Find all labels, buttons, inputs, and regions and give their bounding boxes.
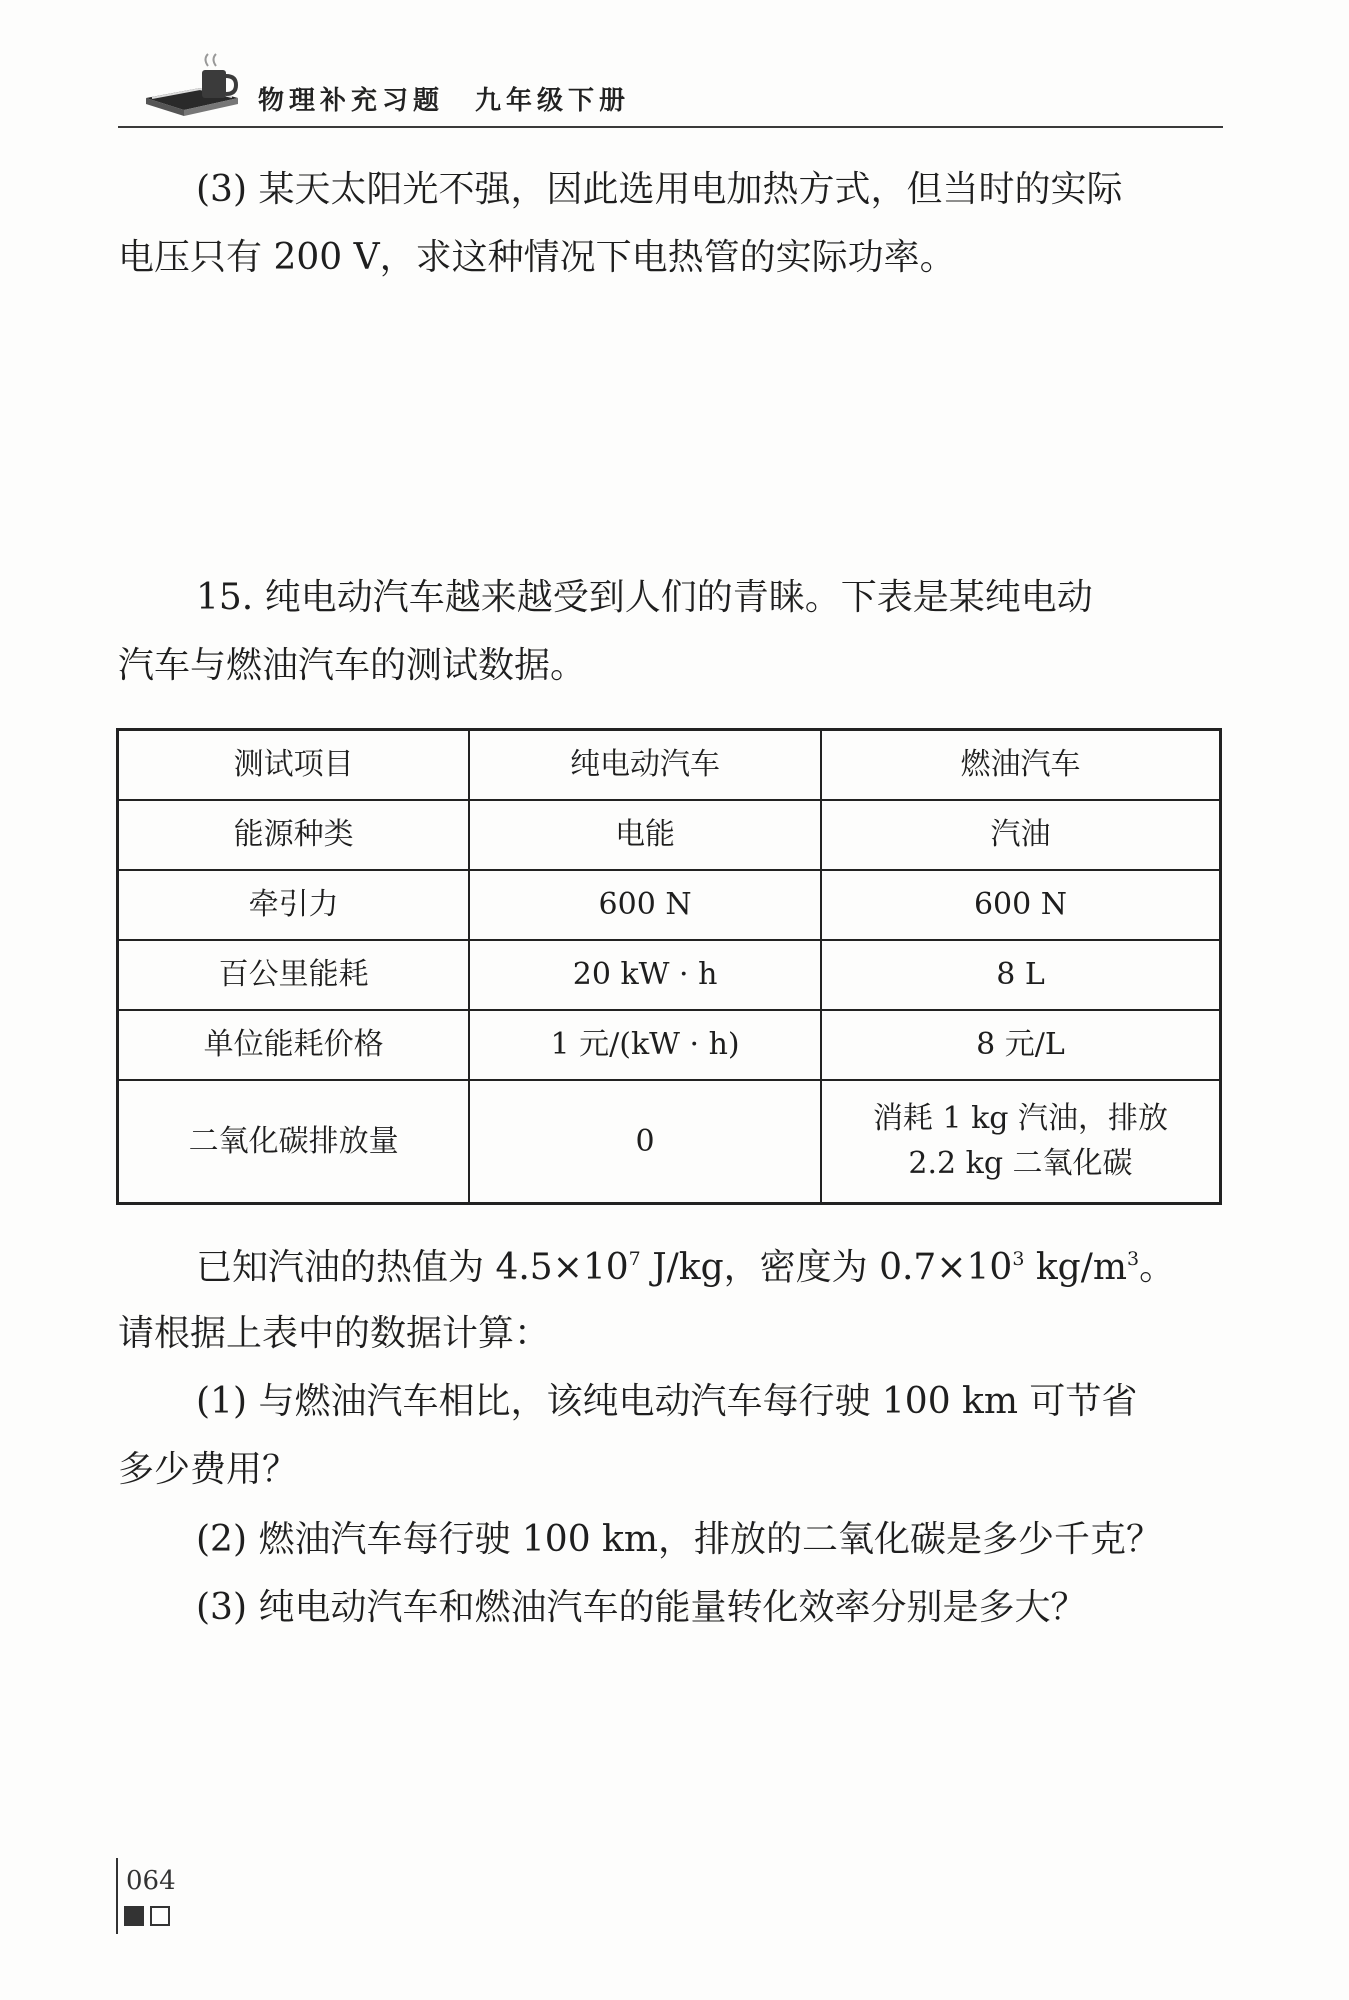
table-cell: 单位能耗价格 [118,1010,470,1080]
page-number: 064 [126,1866,176,1896]
given-line1 [196,1247,1176,1288]
table-cell: 8 L [821,940,1221,1010]
table-cell: 1 元/(kW · h) [469,1010,821,1080]
header-title: 物理补充习题 九年级下册 [258,86,631,116]
table-row [118,800,1221,870]
exponent: 3 [1012,1248,1025,1270]
comparison-table [116,728,1222,1205]
given-text: 已知汽油的热值为 4.5×10 [196,1247,629,1288]
exponent: 3 [1126,1248,1140,1270]
table-header-cell: 纯电动汽车 [469,730,821,800]
q14-part3-line2: 电压只有 200 V，求这种情况下电热管的实际功率。 [118,237,956,278]
table-cell: 二氧化碳排放量 [118,1080,470,1204]
table-cell: 电能 [469,800,821,870]
table-cell: 牵引力 [118,870,470,940]
q15-intro-line1: 15. 纯电动汽车越来越受到人们的青睐。下表是某纯电动 [196,577,1093,618]
given-line2: 请根据上表中的数据计算： [118,1313,551,1354]
empty-square-icon [150,1906,170,1926]
table-header-cell: 测试项目 [118,730,470,800]
table-row [118,940,1221,1010]
table-cell-multiline [821,1080,1221,1204]
table-cell: 0 [469,1080,821,1204]
q15-part2: (2) 燃油汽车每行驶 100 km，排放的二氧化碳是多少千克？ [196,1519,1162,1560]
book-and-cup-icon [138,48,256,122]
table-cell: 600 N [469,870,821,940]
table-cell-line: 2.2 kg 二氧化碳 [908,1146,1133,1182]
table-cell: 能源种类 [118,800,470,870]
table-cell: 8 元/L [821,1010,1221,1080]
footer-divider [116,1858,118,1934]
table-header-cell: 燃油汽车 [821,730,1221,800]
table-cell: 百公里能耗 [118,940,470,1010]
given-text: J/kg，密度为 0.7×10 [640,1247,1013,1288]
filled-square-icon [124,1906,144,1926]
table-header-row [118,730,1221,800]
given-text: 。 [1139,1247,1176,1288]
given-text: kg/m [1024,1247,1127,1288]
q15-part3: (3) 纯电动汽车和燃油汽车的能量转化效率分别是多大？ [196,1587,1087,1628]
page-header [118,40,1223,128]
table-cell: 20 kW · h [469,940,821,1010]
table-row [118,1010,1221,1080]
q15-part1-line2: 多少费用？ [118,1449,299,1490]
exponent: 7 [628,1248,641,1270]
table-cell-line: 消耗 1 kg 汽油，排放 [872,1101,1169,1137]
q15-part1-line1: (1) 与燃油汽车相比，该纯电动汽车每行驶 100 km 可节省 [196,1381,1138,1422]
q14-part3-line1: (3) 某天太阳光不强，因此选用电加热方式，但当时的实际 [196,169,1123,210]
table-row [118,1080,1221,1204]
table-row [118,870,1221,940]
q15-intro-line2: 汽车与燃油汽车的测试数据。 [118,645,587,686]
table-cell: 汽油 [821,800,1221,870]
table-cell: 600 N [821,870,1221,940]
